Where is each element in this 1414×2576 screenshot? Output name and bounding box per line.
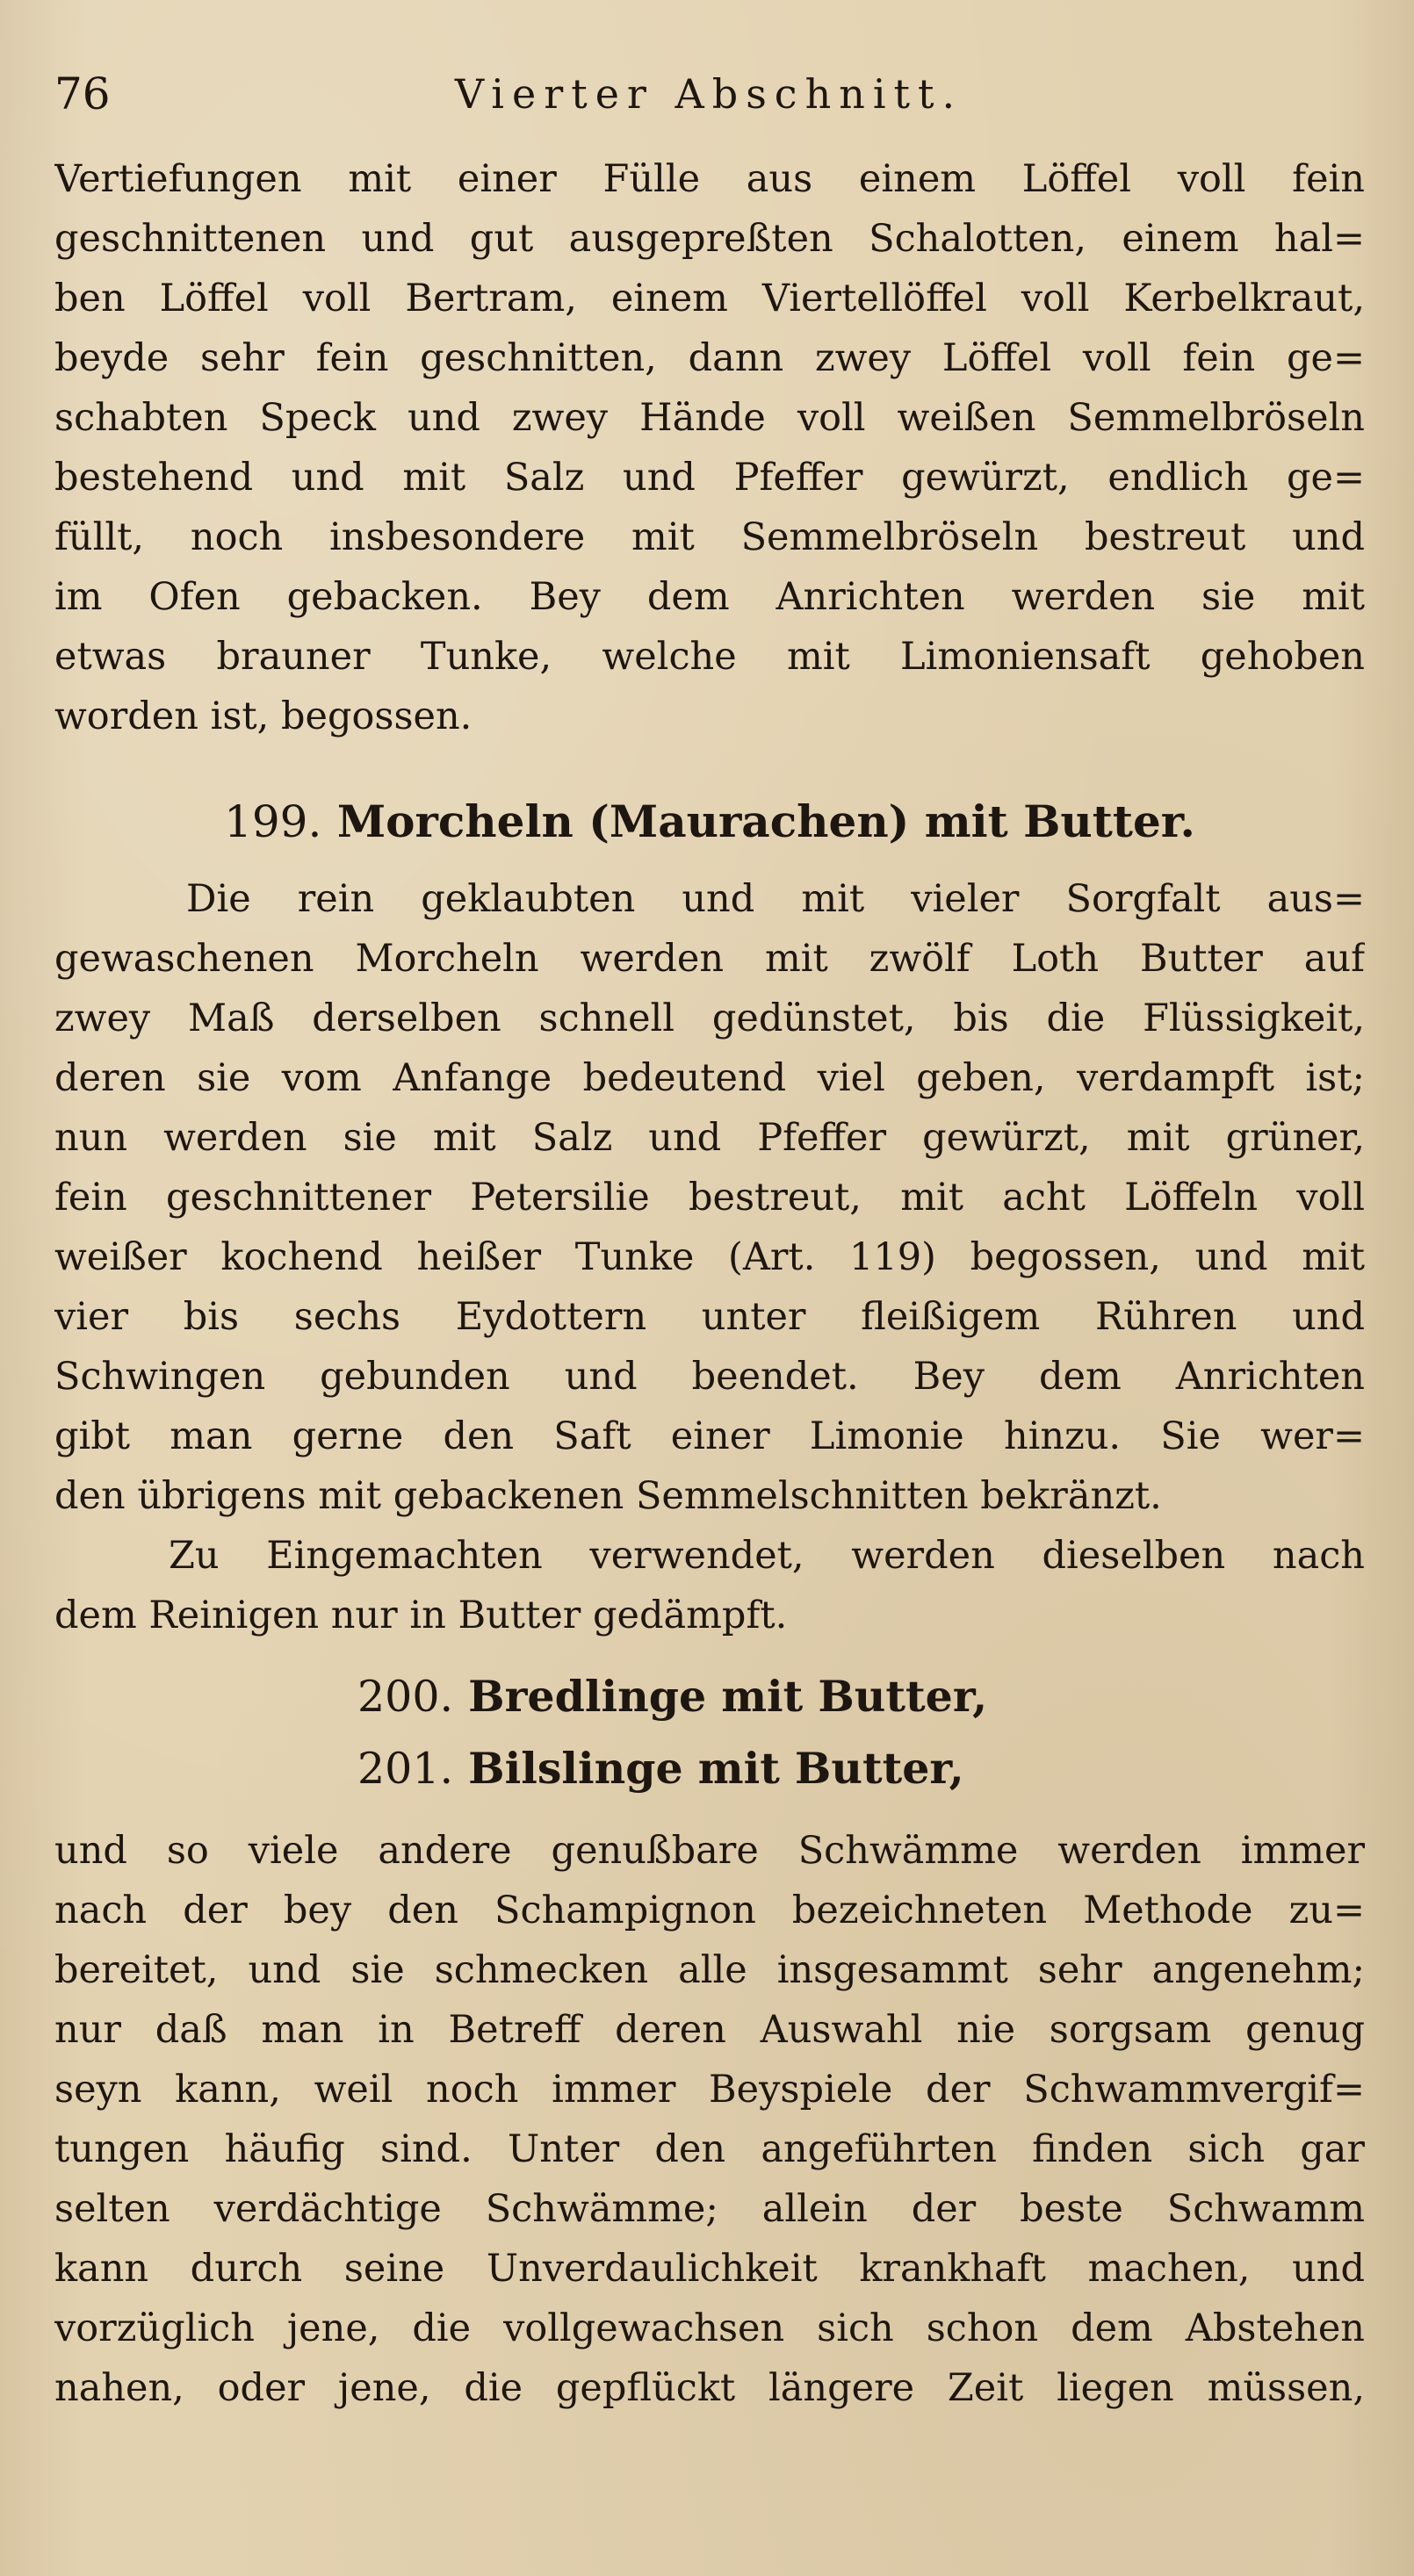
text-line: nur daß man in Betreff deren Auswahl nie sorgsam genug [54,2008,1365,2052]
text-line: seyn kann, weil noch immer Beyspiele der Schwammvergif= [54,2068,1365,2112]
text-line: worden ist, begossen. [54,694,473,738]
text-line: nahen, oder jene, die gepflückt längere Zeit liegen müssen, [54,2366,1365,2410]
paragraph-continued [54,149,1365,746]
recipe-heading-199 [54,788,1365,855]
text-line: gibt man gerne den Saft einer Limonie hinzu. Sie wer= [54,1414,1365,1458]
text-line: Schwingen gebunden und beendet. Bey dem Anrichten [54,1355,1365,1399]
recipe-heading-200 [54,1665,1365,1728]
text-line: tungen häufig sind. Unter den angeführten finden sich gar [54,2127,1365,2171]
page-header [54,63,1363,125]
recipe-number: 201. [357,1744,454,1794]
text-line: zwey Maß derselben schnell gedünstet, bis die Flüssigkeit, [54,997,1365,1040]
text-line: und so viele andere genußbare Schwämme werden immer [54,1829,1365,1873]
recipe-number: 200. [357,1672,454,1722]
text-line: bereitet, und sie schmecken alle insgesammt sehr angenehm; [54,1948,1365,1992]
text-line: ben Löffel voll Bertram, einem Viertellöffel voll Kerbelkraut, [54,277,1365,320]
running-head: Vierter Abschnitt. [454,70,963,118]
text-line: dem Reinigen nur in Butter gedämpft. [54,1594,788,1637]
recipe-title: Morcheln (Maurachen) mit Butter. [336,795,1195,847]
text-line: Zu Eingemachten verwendet, werden dieselben nach [169,1534,1365,1578]
text-line: weißer kochend heißer Tunke (Art. 119) begossen, und mit [54,1235,1365,1279]
text-line: im Ofen gebacken. Bey dem Anrichten werden sie mit [54,575,1365,619]
recipe-title: Bilslinge mit Butter, [468,1743,964,1794]
text-line: selten verdächtige Schwämme; allein der beste Schwamm [54,2187,1365,2231]
recipe-heading-201 [54,1737,1365,1800]
text-line: schabten Speck und zwey Hände voll weißen Semmelbröseln [54,396,1365,440]
text-line: bestehend und mit Salz und Pfeffer gewürzt, endlich ge= [54,456,1365,500]
text-line: kann durch seine Unverdaulichkeit krankhaft machen, und [54,2247,1365,2291]
recipe-body-199 [54,869,1365,1645]
text-line: gewaschenen Morcheln werden mit zwölf Loth Butter auf [54,937,1365,981]
text-line: nach der bey den Schampignon bezeichneten Methode zu= [54,1889,1365,1932]
text-line: füllt, noch insbesondere mit Semmelbröseln bestreut und [54,515,1365,559]
text-line: Die rein geklaubten und mit vieler Sorgfalt aus= [186,877,1365,921]
text-line: vorzüglich jene, die vollgewachsen sich schon dem Abstehen [54,2306,1365,2350]
text-line: fein geschnittener Petersilie bestreut, mit acht Löffeln voll [54,1176,1365,1220]
text-line: den übrigens mit gebackenen Semmelschnitten bekränzt. [54,1474,1162,1518]
recipe-number: 199. [224,796,322,847]
text-line: nun werden sie mit Salz und Pfeffer gewürzt, mit grüner, [54,1116,1365,1160]
text-line: geschnittenen und gut ausgepreßten Schalotten, einem hal= [54,217,1365,261]
recipe-body-201 [54,1821,1365,2418]
text-line: etwas brauner Tunke, welche mit Limoniensaft gehoben [54,635,1365,679]
text-line: deren sie vom Anfange bedeutend viel geben, verdampft ist; [54,1056,1365,1100]
text-line: beyde sehr fein geschnitten, dann zwey Löffel voll fein ge= [54,336,1365,380]
text-line: vier bis sechs Eydottern unter fleißigem Rühren und [54,1295,1365,1339]
text-line: Vertiefungen mit einer Fülle aus einem Löffel voll fein [54,157,1365,201]
recipe-title: Bredlinge mit Butter, [468,1671,988,1722]
page-number: 76 [54,68,111,119]
